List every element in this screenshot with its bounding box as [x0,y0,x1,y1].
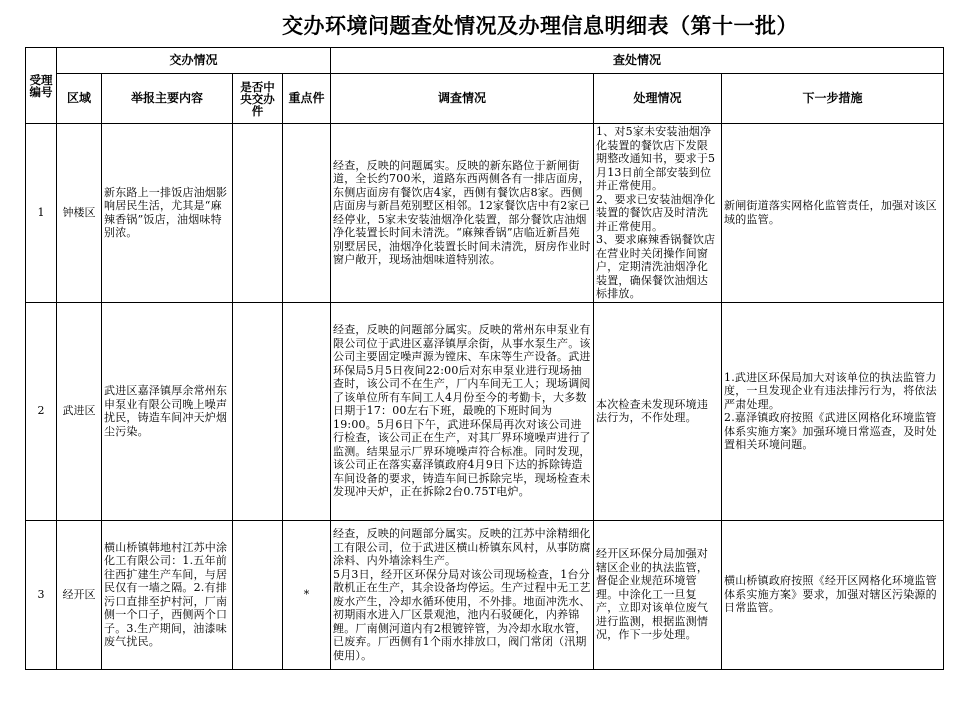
cell-district: 钟楼区 [57,124,102,303]
header-assigned-group: 交办情况 [57,48,331,74]
cell-district: 武进区 [57,302,102,520]
cell-report: 横山桥镇韩地村江苏中涂化工有限公司：1.五年前往西扩建生产车间，与居民仅有一墙之隔。2.有排污口直排至护村河，厂南侧一个口子，西侧两个口子。3.生产期间，油漆味废气扰民。 [102,520,233,669]
cell-key [283,124,331,303]
header-district: 区域 [57,74,102,124]
header-next-steps: 下一步措施 [722,74,944,124]
cell-report: 武进区嘉泽镇厚余常州东申泵业有限公司晚上噪声扰民，铸造车间冲天炉烟尘污染。 [102,302,233,520]
cell-district: 经开区 [57,520,102,669]
cell-key: * [283,520,331,669]
table-row [26,302,944,520]
cell-handling: 经开区环保分局加强对辖区企业的执法监管，督促企业规范环境管理。中涂化工一旦复产，立即对该单位废气进行监测，根据监测情况，作下一步处理。 [594,520,722,669]
header-id: 受理编号 [26,48,57,124]
cell-central [233,302,283,520]
page-title: 交办环境问题查处情况及办理信息明细表（第十一批） [282,13,798,38]
table-row [26,124,944,303]
cell-investigation: 经查，反映的问题属实。反映的新东路位于新闸街道，全长约700米，道路东西两侧各有一排店面房，东侧店面房有餐饮店4家，西侧有餐饮店8家。西侧店面房与新昌苑别墅区相邻。12家餐饮店中有2家已经停业，5家未安装油烟净化装置，部分餐饮店油烟净化装置长时间未清洗。“麻辣香锅”店临近新昌苑别墅居民，油烟净化装置长时间未清洗，厨房作业时窗户敞开，现场油烟味道特别浓。 [331,124,594,303]
cell-next-steps: 横山桥镇政府按照《经开区网格化环境监管体系实施方案》要求，加强对辖区污染源的日常监管。 [722,520,944,669]
cell-next-steps: 1.武进区环保局加大对该单位的执法监管力度，一旦发现企业有违法排污行为，将依法严肃处理。 2.嘉泽镇政府按照《武进区网格化环境监管体系实施方案》加强环境日常巡查，及时处置相关环境问题。 [722,302,944,520]
header-key-case: 重点件 [283,74,331,124]
header-report-content: 举报主要内容 [102,74,233,124]
cell-investigation: 经查，反映的问题部分属实。反映的江苏中涂精细化工有限公司，位于武进区横山桥镇东风村，从事防腐涂料、内外墙涂料生产。 5月3日，经开区环保分局对该公司现场检查，1台分散机正在生产，其余设备均停运。生产过程中无工艺废水产生，冷却水循环使用，不外排。地面冲洗水、初期雨水进入厂区景观池，池内石驳硬化，内养锦鲤。厂南侧河道内有2根镀锌管，为冷却水取水管，已废弃。厂西侧有1个雨水排放口，阀门常闭（汛期使用）。 [331,520,594,669]
header-investigation: 调查情况 [331,74,594,124]
cell-central [233,520,283,669]
cell-investigation: 经查，反映的问题部分属实。反映的常州东申泵业有限公司位于武进区嘉泽镇厚余街，从事水泵生产。该公司主要固定噪声源为镗床、车床等生产设备。武进环保局5月5日夜间22:00后对东申泵业进行现场抽查时，该公司不在生产，厂内车间无工人；现场调阅了该单位所有车间工人4月份至今的考勤卡，大多数日期于17：00左右下班，最晚的下班时间为19:00。5月6日下午，武进环保局再次对该公司进行检查，该公司正在生产，对其厂界环境噪声进行了监测。结果显示厂界环境噪声符合标准。同时发现，该公司正在落实嘉泽镇政府4月9日下达的拆除铸造车间设备的要求，铸造车间已拆除完毕，现场检查未发现冲天炉，正在拆除2台0.75T电炉。 [331,302,594,520]
case-table [25,47,944,670]
cell-next-steps: 新闸街道落实网格化监管责任，加强对该区域的监管。 [722,124,944,303]
cell-handling: 1、对5家未安装油烟净化装置的餐饮店下发限期整改通知书，要求于5月13日前全部安装到位并正常使用。 2、要求已安装油烟净化装置的餐饮店及时清洗并正常使用。 3、要求麻辣香锅餐饮店在营业时关闭操作间窗户，定期清洗油烟净化装置，确保餐饮油烟达标排放。 [594,124,722,303]
header-investigation-group: 查处情况 [331,48,944,74]
header-handling: 处理情况 [594,74,722,124]
cell-central [233,124,283,303]
table-row [26,520,944,669]
header-row-columns [26,74,944,124]
cell-id: 2 [26,302,57,520]
header-row-group [26,48,944,74]
cell-key [283,302,331,520]
cell-handling: 本次检查未发现环境违法行为，不作处理。 [594,302,722,520]
cell-id: 3 [26,520,57,669]
cell-id: 1 [26,124,57,303]
header-central-assigned: 是否中央交办件 [233,74,283,124]
cell-report: 新东路上一排饭店油烟影响居民生活，尤其是“麻辣香锅”饭店，油烟味特别浓。 [102,124,233,303]
